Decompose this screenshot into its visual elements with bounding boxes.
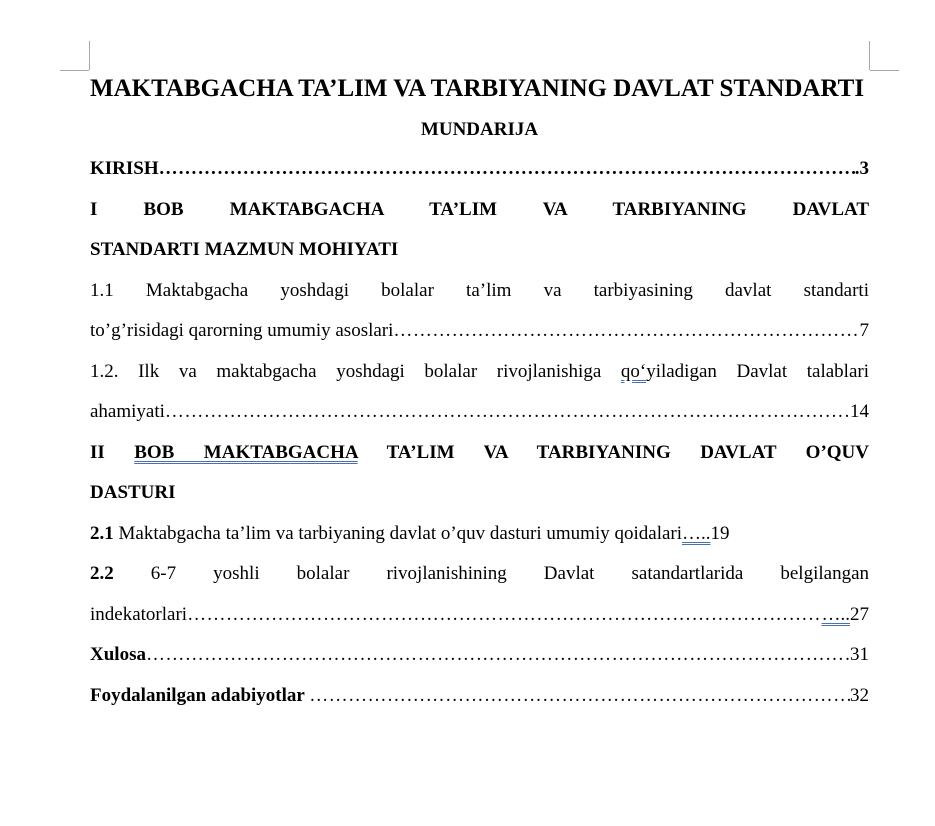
toc-entry-label: 1.1 Maktabgacha yoshdagi bolalar ta’lim va tarbiyasining davlat standarti [90,279,869,301]
toc-entry-label: 2.2 6-7 yoshli bolalar rivojlanishining Davlat satandartlarida belgilangan [90,563,869,584]
toc-entry-xulosa[interactable] [90,635,869,676]
toc-entry-references[interactable] [90,676,869,717]
toc-leader-dots [187,595,821,636]
toc-page-number: 7 [859,320,869,341]
toc-page-number: 27 [850,603,869,625]
toc-entry-label: Xulosa [90,644,146,665]
toc-page-number: 14 [850,401,869,422]
toc-page-number: 19 [710,522,730,544]
toc-entry-label: KIRISH [90,158,159,179]
toc-entry-number: 2.1 [90,522,114,544]
toc-entry-1-1[interactable] [90,271,869,352]
toc-entry-2-1[interactable] [90,514,869,555]
grammar-flag: ….. [682,522,711,544]
toc-heading: MUNDARIJA [420,119,539,140]
toc-entry-label: 2.1 Maktabgacha ta’lim va tarbiyaning davlat o’quv dasturi umumiy qoidalari….. [90,522,711,544]
toc-page-number: .3 [854,158,869,179]
toc-leader-dots [165,392,850,433]
toc-entry-label: Foydalanilgan adabiyotlar [90,684,310,706]
toc-leader-dots [159,149,855,190]
toc-entry-label: I BOB MAKTABGACHA TA’LIM VA TARBIYANING DAVLAT [90,198,869,220]
crop-mark-top-right-vertical [869,41,870,70]
toc-entry-label-continued: to’g’risidagi qarorning umumiy asoslari [90,320,394,341]
grammar-flag: ….. [821,603,850,625]
toc-leader-dots [309,676,850,717]
toc-page-number: 32 [850,684,869,706]
toc-entry-label-continued: DASTURI [90,482,176,503]
toc-entry-kirish[interactable] [90,149,869,190]
grammar-flag: BOB MAKTABGACHA [134,441,358,463]
toc-entry-label: II BOB MAKTABGACHA TA’LIM VA TARBIYANING DAVLAT O’QUV [90,441,869,463]
toc-entry-chapter-1[interactable] [90,190,869,271]
crop-mark-top-left-horizontal [60,70,89,71]
toc-entry-label: 1.2. Ilk va maktabgacha yoshdagi bolalar rivojlanishiga qo‘yiladigan Davlat talablari [90,360,869,382]
crop-mark-top-right-horizontal [870,70,899,71]
grammar-flag: qo‘ [620,360,647,382]
toc-page-number: 31 [850,644,869,665]
toc-entry-1-2[interactable] [90,352,869,433]
toc-entry-label-continued: ahamiyati [90,401,165,422]
toc-entry-label-continued: STANDARTI MAZMUN MOHIYATI [90,239,399,260]
document-page [90,66,869,716]
toc-entry-2-2[interactable] [90,554,869,635]
toc-entry-number: 2.2 [90,563,114,584]
toc-leader-dots [146,635,850,676]
document-title: MAKTABGACHA TA’LIM VA TARBIYANING DAVLAT STANDARTI [90,75,865,102]
toc-leader-dots [393,311,859,352]
toc-entry-label-continued: indekatorlari [90,603,188,625]
toc-entry-chapter-2[interactable] [90,433,869,514]
